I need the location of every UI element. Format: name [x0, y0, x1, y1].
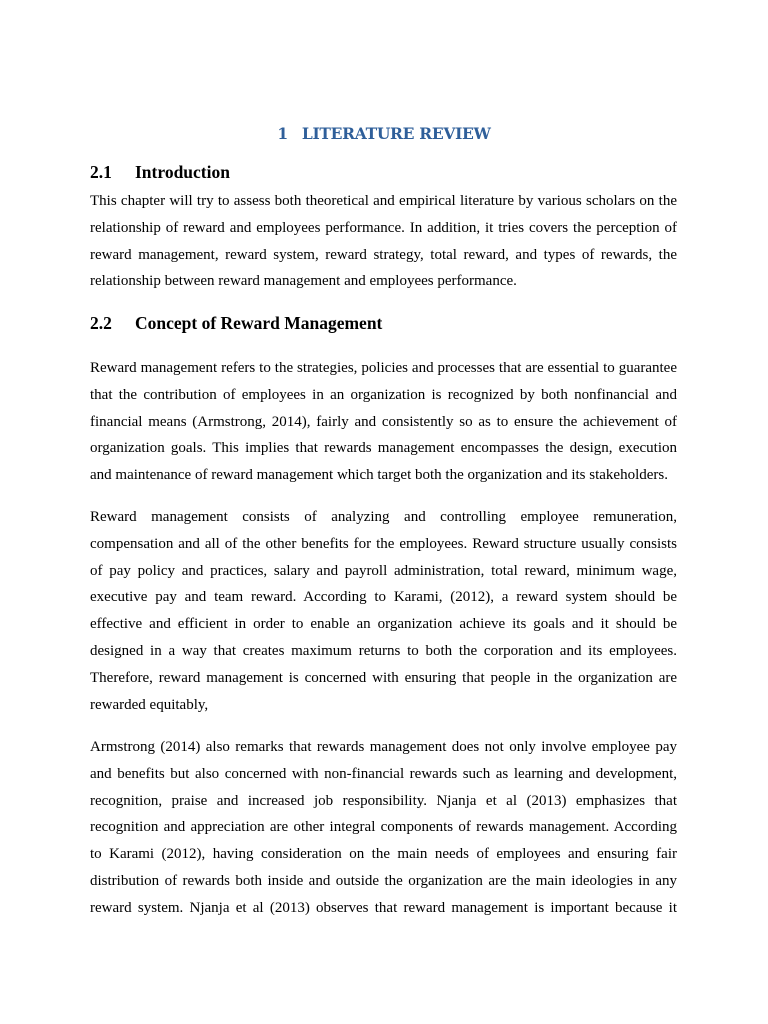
chapter-number: 1 — [277, 124, 288, 143]
section-title: Introduction — [135, 162, 230, 182]
section-heading-concept — [90, 312, 382, 334]
section-heading-introduction — [90, 161, 230, 183]
paragraph-reward-structure: Reward management consists of analyzing and controlling employee remuneration, compensation and all of the other benefits for the employees. Reward structure usually consists of pay policy and practices, salary and payroll administration, total reward, minimum wage, executive pay and team reward. According to Karami, (2012), a reward system should be effective and efficient in order to enable an organization achieve its goals and it should be designed in a way that creates maximum returns to both the corporation and its employees. Therefore, reward management is concerned with ensuring that people in the organization are rewarded equitably, — [90, 509, 677, 713]
paragraph-introduction: This chapter will try to assess both theoretical and empirical literature by various scholars on the relationship of reward and employees performance. In addition, it tries covers the perception of reward management, reward system, reward strategy, total reward, and types of rewards, the relationship between reward management and employees performance. — [90, 193, 677, 290]
section-title: Concept of Reward Management — [135, 313, 383, 333]
chapter-title — [0, 124, 768, 144]
chapter-title-text: LITERATURE REVIEW — [301, 124, 491, 143]
paragraph-reward-definition: Reward management refers to the strategies, policies and processes that are essential to guarantee that the contribution of employees in an organization is recognized by both nonfinancial and financial means (Armstrong, 2014), fairly and consistently so as to ensure the achievement of organization goals. This implies that rewards management encompasses the design, execution and maintenance of reward management which target both the organization and its stakeholders. — [90, 360, 677, 484]
section-number: 2.1 — [90, 162, 112, 182]
section-number: 2.2 — [90, 313, 112, 333]
paragraph-non-financial-rewards: Armstrong (2014) also remarks that rewards management does not only involve employee pay and benefits but also concerned with non-financial rewards such as learning and development, recognition, praise and increased job responsibility. Njanja et al (2013) emphasizes that recognition and appreciation are other integral components of rewards management. According to Karami (2012), having consideration on the main needs of employees and ensuring fair distribution of rewards both inside and outside the organization are the main ideologies in any reward system. Njanja et al (2013) observes that reward management is important because it — [90, 739, 677, 916]
